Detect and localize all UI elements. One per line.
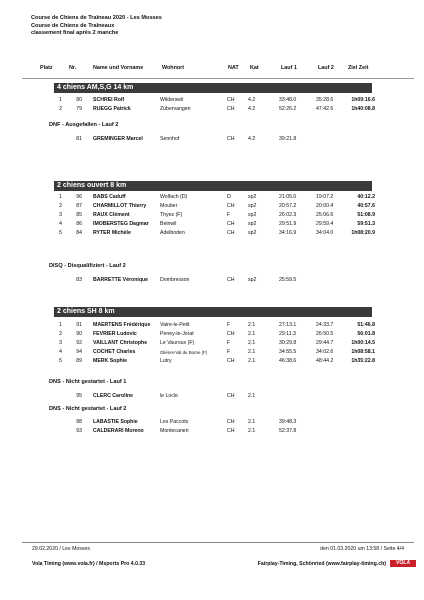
category: 2.1 <box>248 340 256 346</box>
nationality: F <box>227 212 231 218</box>
result-row <box>0 211 424 220</box>
run1-time: 52:37.8 <box>279 428 297 434</box>
rank: 3 <box>59 212 62 218</box>
run1-time: 39:48.3 <box>279 419 297 425</box>
run2-time: 47:42.6 <box>316 106 334 112</box>
run1-time: 25:59.5 <box>279 277 297 283</box>
rank: 2 <box>59 106 62 112</box>
hometown: Vaire-le-Petit <box>160 322 190 328</box>
run1-time: 33:48.0 <box>279 97 297 103</box>
event-subtitle: Course de Chiens de Traîneaux <box>31 22 115 29</box>
run1-time: 20:57.2 <box>279 203 297 209</box>
category: sp2 <box>248 221 257 227</box>
category: 2.1 <box>248 419 256 425</box>
hometown: le Locle <box>160 393 178 399</box>
bib-number: 79 <box>76 106 82 112</box>
total-time: 51:46.8 <box>357 322 375 328</box>
run1-time: 27:13.1 <box>279 322 297 328</box>
hometown: Montecaneri <box>160 428 189 434</box>
run2-time: 24:33.7 <box>316 322 334 328</box>
hometown: Moutier <box>160 203 178 209</box>
rank: 5 <box>59 358 62 364</box>
bib-number: 83 <box>76 277 82 283</box>
rank: 1 <box>59 322 62 328</box>
bib-number: 92 <box>76 340 82 346</box>
hometown: Beinwil <box>160 221 177 227</box>
run2-time: 26:50.5 <box>316 331 334 337</box>
rank: 3 <box>59 340 62 346</box>
nationality: F <box>227 349 231 355</box>
status-subheading: DISQ - Disqualifiziert - Lauf 2 <box>49 263 126 269</box>
col-lauf1: Lauf 1 <box>281 65 297 71</box>
nationality: CH <box>227 203 235 209</box>
run2-time: 29:44.7 <box>316 340 334 346</box>
category: 4.2 <box>248 97 256 103</box>
run2-time: 34:02.6 <box>316 349 334 355</box>
bib-number: 87 <box>76 203 82 209</box>
run1-time: 29:11.3 <box>279 331 296 337</box>
musher-name: SCHREI Rolf <box>93 97 125 103</box>
bib-number: 94 <box>76 349 82 355</box>
event-title: Course de Chiens de Traîneau 2020 - Les Mosses <box>31 15 162 21</box>
category: 2.1 <box>248 331 256 337</box>
run2-time: 48:44.2 <box>316 358 334 364</box>
run2-time: 19:07.2 <box>316 194 334 200</box>
total-time: 51:08.9 <box>357 212 375 218</box>
footer-timing: Fairplay-Timing, Schönried (www.fairplay-timing.ch) <box>257 561 386 567</box>
nationality: CH <box>227 331 235 337</box>
col-kat: Kat <box>250 65 259 71</box>
nationality: CH <box>227 428 235 434</box>
bib-number: 91 <box>76 322 82 328</box>
result-row <box>0 276 424 285</box>
hometown: Lutry <box>160 358 172 364</box>
hometown: Les Paccots <box>160 419 189 425</box>
result-row <box>0 202 424 211</box>
musher-name: IMOBERSTEG Dagmar <box>93 221 149 227</box>
nationality: CH <box>227 230 235 236</box>
rank: 4 <box>59 221 62 227</box>
result-row <box>0 229 424 238</box>
run1-time: 30:29.8 <box>279 340 297 346</box>
musher-name: VAILLANT Christophe <box>93 340 148 346</box>
musher-name: MERK Sophie <box>93 358 128 364</box>
result-row <box>0 418 424 427</box>
status-subheading: DNS - Nicht gestartet - Lauf 1 <box>49 379 127 385</box>
result-row <box>0 96 424 105</box>
footer-printed: den 01.03.2020 um 13:58 / Seite 4/4 <box>320 546 404 552</box>
col-ziel-zeit: Ziel Zeit <box>348 65 369 71</box>
category: sp2 <box>248 194 257 200</box>
run1-time: 34:55.5 <box>279 349 297 355</box>
result-row <box>0 135 424 144</box>
column-header-row <box>22 62 414 79</box>
hometown: Peney-le-Jorat <box>160 331 194 337</box>
rank: 1 <box>59 194 62 200</box>
run1-time: 26:02.3 <box>279 212 297 218</box>
hometown: Le Vauroux (F) <box>160 340 195 346</box>
bib-number: 88 <box>76 419 82 425</box>
run1-time: 21:05.0 <box>279 194 297 200</box>
ranking-title: classement final après 2 manche <box>31 30 119 37</box>
status-subheading: DNF - Ausgefallen - Lauf 2 <box>49 122 119 128</box>
total-time: 40:57.6 <box>357 203 375 209</box>
musher-name: BARRETTE Véronique <box>93 277 149 283</box>
category-title: 2 chiens SH 8 km <box>57 308 115 315</box>
result-row <box>0 321 424 330</box>
run1-time: 52:26.2 <box>279 106 297 112</box>
musher-name: MAERTENS Frédérique <box>93 322 151 328</box>
col-nr: Nr. <box>69 65 77 71</box>
bib-number: 95 <box>76 393 82 399</box>
bib-number: 96 <box>76 194 82 200</box>
category: 2.1 <box>248 322 256 328</box>
result-row <box>0 105 424 114</box>
nationality: CH <box>227 393 235 399</box>
category: sp2 <box>248 230 257 236</box>
bib-number: 86 <box>76 221 82 227</box>
rank: 4 <box>59 349 62 355</box>
col-name: Name und Vorname <box>93 65 144 71</box>
category: 4.2 <box>248 136 256 142</box>
musher-name: RUEGG Patrick <box>93 106 131 112</box>
nationality: CH <box>227 136 235 142</box>
total-time: 1h35:22.8 <box>351 358 375 364</box>
musher-name: CLERC Caroline <box>93 393 134 399</box>
category-title-bar <box>54 83 372 93</box>
hometown: Wilderswil <box>160 97 184 103</box>
footer-date-place: 29.02.2020 / Les Mosses <box>32 546 90 552</box>
col-platz: Platz <box>40 65 53 71</box>
hometown: Dombresson <box>160 277 190 283</box>
musher-name: GREMINGER Marcel <box>93 136 143 142</box>
hometown: Thyez (F) <box>160 212 183 218</box>
result-row <box>0 330 424 339</box>
run2-time: 29:59.4 <box>316 221 334 227</box>
rank: 2 <box>59 203 62 209</box>
hometown: Zübervangen <box>160 106 191 112</box>
category-title: 4 chiens AM,S,G 14 km <box>57 84 134 91</box>
run1-time: 46:38.6 <box>279 358 297 364</box>
hometown: Sennhof <box>160 136 180 142</box>
rank: 5 <box>59 230 62 236</box>
category-title-bar <box>54 181 372 191</box>
total-time: 40:12.2 <box>357 194 375 200</box>
total-time: 59:51.3 <box>357 221 375 227</box>
result-row <box>0 220 424 229</box>
nationality: CH <box>227 358 235 364</box>
result-row <box>0 357 424 366</box>
category: sp2 <box>248 277 257 283</box>
category-title-bar <box>54 307 372 317</box>
rank: 2 <box>59 331 62 337</box>
document-header <box>31 15 162 38</box>
musher-name: FEVRIER Ludovic <box>93 331 137 337</box>
run1-time: 34:16.9 <box>279 230 297 236</box>
category: 2.1 <box>248 349 256 355</box>
run2-time: 25:06.6 <box>316 212 334 218</box>
category-title: 2 chiens ouvert 8 km <box>57 182 127 189</box>
bib-number: 81 <box>76 136 82 142</box>
nationality: F <box>227 340 231 346</box>
category: 4.2 <box>248 106 256 112</box>
musher-name: RYTER Michèle <box>93 230 131 236</box>
bib-number: 90 <box>76 331 82 337</box>
result-row <box>0 339 424 348</box>
rank: 1 <box>59 97 62 103</box>
nationality: CH <box>227 97 235 103</box>
status-subheading: DNS - Nicht gestartet - Lauf 2 <box>49 406 127 412</box>
musher-name: BABS Caduff <box>93 194 126 200</box>
run2-time: 20:00.4 <box>316 203 334 209</box>
bib-number: 80 <box>76 97 82 103</box>
total-time: 1h09:16.6 <box>351 97 375 103</box>
category: 2.1 <box>248 393 256 399</box>
category: sp2 <box>248 203 257 209</box>
result-row <box>0 392 424 401</box>
result-row <box>0 427 424 436</box>
nationality: CH <box>227 106 235 112</box>
col-nat: NAT <box>228 65 239 71</box>
nationality: D <box>227 194 231 200</box>
col-lauf2: Lauf 2 <box>318 65 334 71</box>
result-row <box>0 193 424 202</box>
musher-name: CHARMILLOT Thierry <box>93 203 147 209</box>
bib-number: 89 <box>76 358 82 364</box>
musher-name: CALDERARI Moreno <box>93 428 144 434</box>
bib-number: 93 <box>76 428 82 434</box>
footer-divider <box>22 542 414 543</box>
hometown: Adelboden <box>160 230 185 236</box>
vola-logo: VOLA <box>390 560 416 567</box>
run2-time: 35:28.6 <box>316 97 334 103</box>
run1-time: 29:51.9 <box>279 221 297 227</box>
nationality: CH <box>227 277 235 283</box>
run2-time: 34:04.0 <box>316 230 334 236</box>
hometown: Wolfach (D) <box>160 194 188 200</box>
nationality: CH <box>227 221 235 227</box>
total-time: 1h00:14.5 <box>351 340 375 346</box>
total-time: 1h08:20.9 <box>351 230 375 236</box>
category: sp2 <box>248 212 257 218</box>
bib-number: 84 <box>76 230 82 236</box>
col-wohnort: Wohnort <box>162 65 185 71</box>
run1-time: 39:21.8 <box>279 136 297 142</box>
bib-number: 85 <box>76 212 82 218</box>
category: 2.1 <box>248 358 256 364</box>
musher-name: LABASTIE Sophie <box>93 419 138 425</box>
total-time: 56:01.8 <box>357 331 375 337</box>
hometown: Glières-Val de Borne (F) <box>160 349 208 355</box>
footer-software: Vola Timing (www.vola.fr) / Msports Pro 4.0.33 <box>32 561 146 567</box>
result-row <box>0 348 424 357</box>
musher-name: RAUX Clément <box>93 212 130 218</box>
nationality: CH <box>227 419 235 425</box>
total-time: 1h08:58.1 <box>351 349 375 355</box>
musher-name: COCHET Charles <box>93 349 136 355</box>
nationality: F <box>227 322 231 328</box>
category: 2.1 <box>248 428 256 434</box>
total-time: 1h40:08.8 <box>351 106 375 112</box>
